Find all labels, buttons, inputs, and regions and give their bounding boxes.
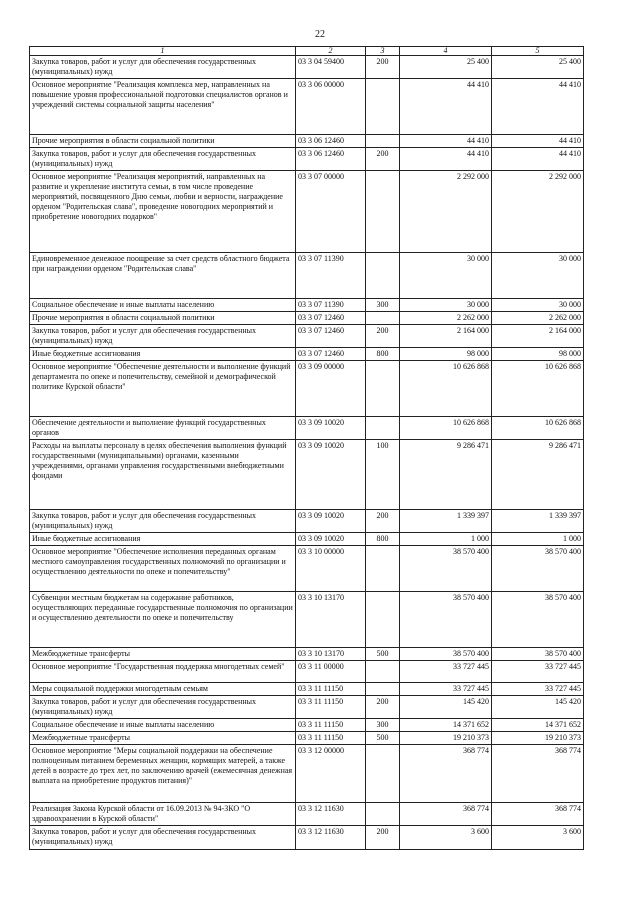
row-name-cell: Закупка товаров, работ и услуг для обеспечения государственных (муниципальных) нужд — [30, 826, 296, 850]
row-amount-col4-cell: 38 570 400 — [400, 546, 492, 592]
row-expense-type-cell — [366, 171, 400, 253]
table-row — [30, 803, 584, 826]
table-row — [30, 135, 584, 148]
row-name-cell: Межбюджетные трансферты — [30, 648, 296, 661]
table-row — [30, 648, 584, 661]
row-expense-type-cell — [366, 417, 400, 440]
row-code-cell: 03 3 12 00000 — [296, 745, 366, 803]
row-code-cell: 03 3 07 12460 — [296, 348, 366, 361]
row-expense-type-cell — [366, 592, 400, 648]
table-row — [30, 148, 584, 171]
row-amount-col5-cell: 10 626 868 — [492, 361, 584, 417]
table-row — [30, 745, 584, 803]
table-row — [30, 592, 584, 648]
row-name-cell: Основное мероприятие "Реализация комплекса мер, направленных на повышение уровня профессиональной подготовки специалистов органов и учреждений системы социальной защиты населения" — [30, 79, 296, 135]
table-row — [30, 299, 584, 312]
row-amount-col5-cell: 368 774 — [492, 745, 584, 803]
page-number: 22 — [315, 29, 325, 40]
row-expense-type-cell: 500 — [366, 732, 400, 745]
row-amount-col5-cell: 10 626 868 — [492, 417, 584, 440]
row-expense-type-cell: 200 — [366, 325, 400, 348]
row-expense-type-cell: 200 — [366, 826, 400, 850]
row-expense-type-cell — [366, 661, 400, 683]
row-amount-col5-cell: 30 000 — [492, 253, 584, 299]
row-name-cell: Закупка товаров, работ и услуг для обеспечения государственных (муниципальных) нужд — [30, 56, 296, 79]
row-name-cell: Закупка товаров, работ и услуг для обеспечения государственных (муниципальных) нужд — [30, 696, 296, 719]
row-expense-type-cell: 800 — [366, 533, 400, 546]
row-expense-type-cell: 200 — [366, 56, 400, 79]
table-row — [30, 732, 584, 745]
row-name-cell: Основное мероприятие "Обеспечение исполнения переданных органам местного самоуправления государственных полномочий по организации и осуществлению деятельности по опеке и попечительству" — [30, 546, 296, 592]
row-amount-col5-cell: 1 339 397 — [492, 510, 584, 533]
row-expense-type-cell: 200 — [366, 510, 400, 533]
row-amount-col4-cell: 10 626 868 — [400, 361, 492, 417]
row-name-cell: Социальное обеспечение и иные выплаты населению — [30, 719, 296, 732]
column-header-3: 3 — [366, 47, 400, 56]
row-expense-type-cell — [366, 683, 400, 696]
table-row — [30, 533, 584, 546]
row-amount-col5-cell: 2 164 000 — [492, 325, 584, 348]
row-name-cell: Меры социальной поддержки многодетным семьям — [30, 683, 296, 696]
row-expense-type-cell — [366, 546, 400, 592]
row-code-cell: 03 3 07 11390 — [296, 253, 366, 299]
table-row — [30, 826, 584, 850]
row-amount-col4-cell: 38 570 400 — [400, 592, 492, 648]
row-expense-type-cell: 300 — [366, 299, 400, 312]
row-amount-col4-cell: 10 626 868 — [400, 417, 492, 440]
row-code-cell: 03 3 10 13170 — [296, 592, 366, 648]
row-amount-col4-cell: 30 000 — [400, 299, 492, 312]
row-expense-type-cell — [366, 312, 400, 325]
row-name-cell: Основное мероприятие "Реализация мероприятий, направленных на развитие и укрепление института семьи, в том числе проведение мероприятий, посвященного Дню семьи, любви и верности, награждение орденом "Родительская слава", проведение новогодних мероприятий и приобретение новогодних подарков" — [30, 171, 296, 253]
row-code-cell: 03 3 09 10020 — [296, 533, 366, 546]
table-row — [30, 361, 584, 417]
row-name-cell: Прочие мероприятия в области социальной политики — [30, 135, 296, 148]
table-row — [30, 510, 584, 533]
row-amount-col4-cell: 1 000 — [400, 533, 492, 546]
row-name-cell: Реализация Закона Курской области от 16.09.2013 № 94-ЗКО "О здравоохранении в Курской области" — [30, 803, 296, 826]
row-amount-col4-cell: 44 410 — [400, 135, 492, 148]
row-code-cell: 03 3 10 13170 — [296, 648, 366, 661]
row-amount-col4-cell: 2 164 000 — [400, 325, 492, 348]
row-code-cell: 03 3 10 00000 — [296, 546, 366, 592]
row-amount-col4-cell: 2 262 000 — [400, 312, 492, 325]
row-code-cell: 03 3 06 12460 — [296, 148, 366, 171]
row-name-cell: Основное мероприятие "Обеспечение деятельности и выполнение функций департамента по опеке и попечительству, семейной и демографической политике Курской области" — [30, 361, 296, 417]
row-amount-col4-cell: 30 000 — [400, 253, 492, 299]
row-code-cell: 03 3 12 11630 — [296, 826, 366, 850]
row-expense-type-cell — [366, 803, 400, 826]
row-amount-col4-cell: 98 000 — [400, 348, 492, 361]
row-expense-type-cell: 200 — [366, 696, 400, 719]
row-amount-col4-cell: 44 410 — [400, 148, 492, 171]
row-amount-col4-cell: 368 774 — [400, 745, 492, 803]
table-row — [30, 171, 584, 253]
row-amount-col5-cell: 9 286 471 — [492, 440, 584, 510]
row-amount-col4-cell: 2 292 000 — [400, 171, 492, 253]
row-name-cell: Закупка товаров, работ и услуг для обеспечения государственных (муниципальных) нужд — [30, 148, 296, 171]
table-row — [30, 56, 584, 79]
row-name-cell: Основное мероприятие "Государственная поддержка многодетных семей" — [30, 661, 296, 683]
row-code-cell: 03 3 07 00000 — [296, 171, 366, 253]
row-amount-col5-cell: 368 774 — [492, 803, 584, 826]
column-header-1: 1 — [30, 47, 296, 56]
row-amount-col5-cell: 14 371 652 — [492, 719, 584, 732]
row-amount-col4-cell: 145 420 — [400, 696, 492, 719]
table-row — [30, 696, 584, 719]
row-amount-col4-cell: 14 371 652 — [400, 719, 492, 732]
row-code-cell: 03 3 09 10020 — [296, 440, 366, 510]
row-expense-type-cell — [366, 253, 400, 299]
row-code-cell: 03 3 11 11150 — [296, 696, 366, 719]
row-expense-type-cell — [366, 361, 400, 417]
row-name-cell: Иные бюджетные ассигнования — [30, 533, 296, 546]
table-body — [30, 56, 584, 850]
table-row — [30, 546, 584, 592]
row-amount-col4-cell: 1 339 397 — [400, 510, 492, 533]
row-code-cell: 03 3 07 12460 — [296, 312, 366, 325]
table-row — [30, 325, 584, 348]
row-expense-type-cell — [366, 79, 400, 135]
row-code-cell: 03 3 04 59400 — [296, 56, 366, 79]
row-code-cell: 03 3 09 10020 — [296, 417, 366, 440]
row-name-cell: Социальное обеспечение и иные выплаты населению — [30, 299, 296, 312]
row-code-cell: 03 3 06 12460 — [296, 135, 366, 148]
row-amount-col5-cell: 3 600 — [492, 826, 584, 850]
row-amount-col5-cell: 145 420 — [492, 696, 584, 719]
row-code-cell: 03 3 09 10020 — [296, 510, 366, 533]
row-expense-type-cell: 200 — [366, 148, 400, 171]
row-amount-col5-cell: 44 410 — [492, 79, 584, 135]
row-amount-col4-cell: 38 570 400 — [400, 648, 492, 661]
row-code-cell: 03 3 11 00000 — [296, 661, 366, 683]
column-header-2: 2 — [296, 47, 366, 56]
row-amount-col5-cell: 33 727 445 — [492, 683, 584, 696]
row-amount-col5-cell: 38 570 400 — [492, 592, 584, 648]
row-name-cell: Закупка товаров, работ и услуг для обеспечения государственных (муниципальных) нужд — [30, 325, 296, 348]
table-row — [30, 683, 584, 696]
row-name-cell: Иные бюджетные ассигнования — [30, 348, 296, 361]
row-expense-type-cell: 800 — [366, 348, 400, 361]
row-name-cell: Основное мероприятие "Меры социальной поддержки на обеспечение полноценным питанием беременных женщин, кормящих матерей, а также детей в возрасте до трех лет, по заключению врачей (ежемесячная денежная выплата на приобретение продуктов питания)" — [30, 745, 296, 803]
row-amount-col4-cell: 44 410 — [400, 79, 492, 135]
row-amount-col5-cell: 2 292 000 — [492, 171, 584, 253]
row-amount-col4-cell: 25 400 — [400, 56, 492, 79]
row-amount-col4-cell: 3 600 — [400, 826, 492, 850]
row-name-cell: Закупка товаров, работ и услуг для обеспечения государственных (муниципальных) нужд — [30, 510, 296, 533]
row-amount-col4-cell: 33 727 445 — [400, 661, 492, 683]
table-row — [30, 417, 584, 440]
row-amount-col5-cell: 38 570 400 — [492, 546, 584, 592]
row-code-cell: 03 3 12 11630 — [296, 803, 366, 826]
row-amount-col4-cell: 368 774 — [400, 803, 492, 826]
table-row — [30, 79, 584, 135]
row-code-cell: 03 3 07 11390 — [296, 299, 366, 312]
row-code-cell: 03 3 11 11150 — [296, 732, 366, 745]
row-amount-col5-cell: 33 727 445 — [492, 661, 584, 683]
table-header-row — [30, 47, 584, 56]
row-amount-col5-cell: 2 262 000 — [492, 312, 584, 325]
column-header-4: 4 — [400, 47, 492, 56]
row-code-cell: 03 3 09 00000 — [296, 361, 366, 417]
row-name-cell: Расходы на выплаты персоналу в целях обеспечения выполнения функций государственными (муниципальными) органами, казенными учреждениями, органами управления государственными внебюджетными фондами — [30, 440, 296, 510]
row-amount-col4-cell: 33 727 445 — [400, 683, 492, 696]
column-header-5: 5 — [492, 47, 584, 56]
row-name-cell: Единовременное денежное поощрение за счет средств областного бюджета при награждении орденом "Родительская слава" — [30, 253, 296, 299]
table-row — [30, 253, 584, 299]
row-expense-type-cell: 100 — [366, 440, 400, 510]
row-expense-type-cell — [366, 135, 400, 148]
table-row — [30, 719, 584, 732]
budget-table — [29, 46, 584, 850]
row-amount-col5-cell: 98 000 — [492, 348, 584, 361]
row-amount-col5-cell: 44 410 — [492, 135, 584, 148]
row-code-cell: 03 3 11 11150 — [296, 683, 366, 696]
row-name-cell: Межбюджетные трансферты — [30, 732, 296, 745]
row-expense-type-cell: 500 — [366, 648, 400, 661]
table-row — [30, 312, 584, 325]
row-name-cell: Прочие мероприятия в области социальной политики — [30, 312, 296, 325]
row-amount-col4-cell: 9 286 471 — [400, 440, 492, 510]
table-row — [30, 440, 584, 510]
row-expense-type-cell: 300 — [366, 719, 400, 732]
row-amount-col5-cell: 1 000 — [492, 533, 584, 546]
row-amount-col5-cell: 25 400 — [492, 56, 584, 79]
row-name-cell: Обеспечение деятельности и выполнение функций государственных органов — [30, 417, 296, 440]
row-amount-col5-cell: 30 000 — [492, 299, 584, 312]
row-name-cell: Субвенции местным бюджетам на содержание работников, осуществляющих переданные государственные полномочия по организации и осуществлению деятельности по опеке и попечительству — [30, 592, 296, 648]
table-row — [30, 661, 584, 683]
table-row — [30, 348, 584, 361]
row-amount-col4-cell: 19 210 373 — [400, 732, 492, 745]
row-amount-col5-cell: 44 410 — [492, 148, 584, 171]
row-code-cell: 03 3 11 11150 — [296, 719, 366, 732]
row-amount-col5-cell: 38 570 400 — [492, 648, 584, 661]
row-expense-type-cell — [366, 745, 400, 803]
row-code-cell: 03 3 07 12460 — [296, 325, 366, 348]
row-amount-col5-cell: 19 210 373 — [492, 732, 584, 745]
row-code-cell: 03 3 06 00000 — [296, 79, 366, 135]
